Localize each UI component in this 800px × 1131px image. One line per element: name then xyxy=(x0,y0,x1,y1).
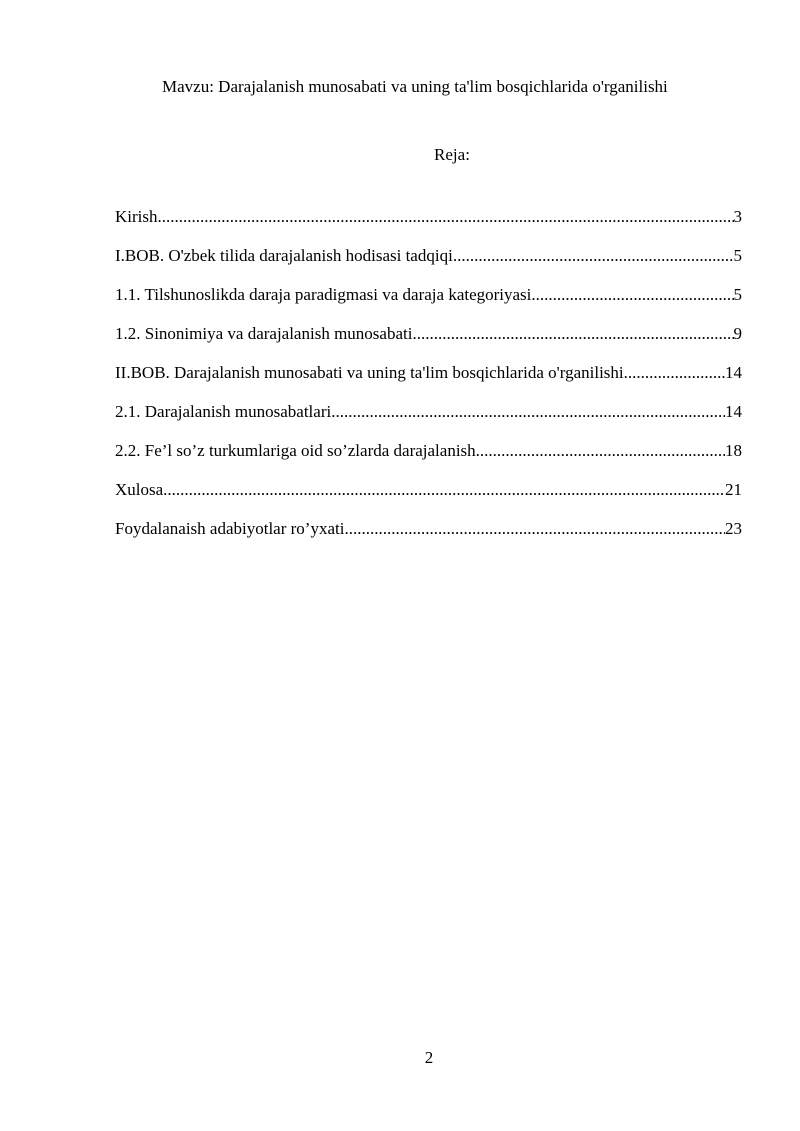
toc-entry-page: 9 xyxy=(733,324,742,343)
toc-entry-page: 5 xyxy=(733,285,742,304)
toc-dot-leader xyxy=(344,518,725,540)
toc-dot-leader xyxy=(453,245,734,267)
toc-entry-chapter-2 xyxy=(115,362,742,401)
toc-entry-label: 2.2. Fe’l so’z turkumlariga oid so’zlarda darajalanish xyxy=(115,441,476,460)
table-of-contents xyxy=(115,206,742,557)
toc-entry-bibliography xyxy=(115,518,742,557)
toc-dot-leader xyxy=(476,440,725,462)
toc-entry-page: 23 xyxy=(725,519,742,538)
plan-heading: Reja: xyxy=(434,145,470,164)
toc-entry-conclusion xyxy=(115,479,742,518)
toc-entry-section-1-1 xyxy=(115,284,742,323)
toc-dot-leader xyxy=(412,323,733,345)
toc-entry-label: Xulosa xyxy=(115,480,164,499)
toc-entry-label: 1.1. Tilshunoslikda daraja paradigmasi va daraja kategoriyasi xyxy=(115,285,532,304)
toc-entry-label: 2.1. Darajalanish munosabatlari xyxy=(115,402,332,421)
toc-entry-page: 21 xyxy=(725,480,742,499)
toc-dot-leader xyxy=(158,206,734,228)
toc-entry-label: 1.2. Sinonimiya va darajalanish munosabati xyxy=(115,324,413,343)
toc-entry-section-1-2 xyxy=(115,323,742,362)
toc-dot-leader xyxy=(624,362,725,384)
toc-entry-page: 3 xyxy=(733,207,742,226)
document-title: Mavzu: Darajalanish munosabati va uning ta'lim bosqichlarida o'rganilishi xyxy=(162,77,668,96)
toc-entry-label: Foydalanaish adabiyotlar ro’yxati xyxy=(115,519,345,538)
toc-entry-label: I.BOB. O'zbek tilida darajalanish hodisasi tadqiqi xyxy=(115,246,453,265)
toc-dot-leader xyxy=(163,479,725,501)
toc-entry-section-2-1 xyxy=(115,401,742,440)
toc-entry-page: 14 xyxy=(725,363,742,382)
toc-entry-page: 14 xyxy=(725,402,742,421)
toc-entry-label: II.BOB. Darajalanish munosabati va uning ta'lim bosqichlarida o'rganilishi xyxy=(115,363,624,382)
page-number: 2 xyxy=(424,1048,434,1067)
toc-dot-leader xyxy=(331,401,725,423)
toc-entry-label: Kirish xyxy=(115,207,158,226)
toc-dot-leader xyxy=(531,284,733,306)
toc-entry-chapter-1 xyxy=(115,245,742,284)
toc-entry-introduction xyxy=(115,206,742,245)
toc-entry-page: 5 xyxy=(733,246,742,265)
toc-entry-section-2-2 xyxy=(115,440,742,479)
toc-entry-page: 18 xyxy=(725,441,742,460)
